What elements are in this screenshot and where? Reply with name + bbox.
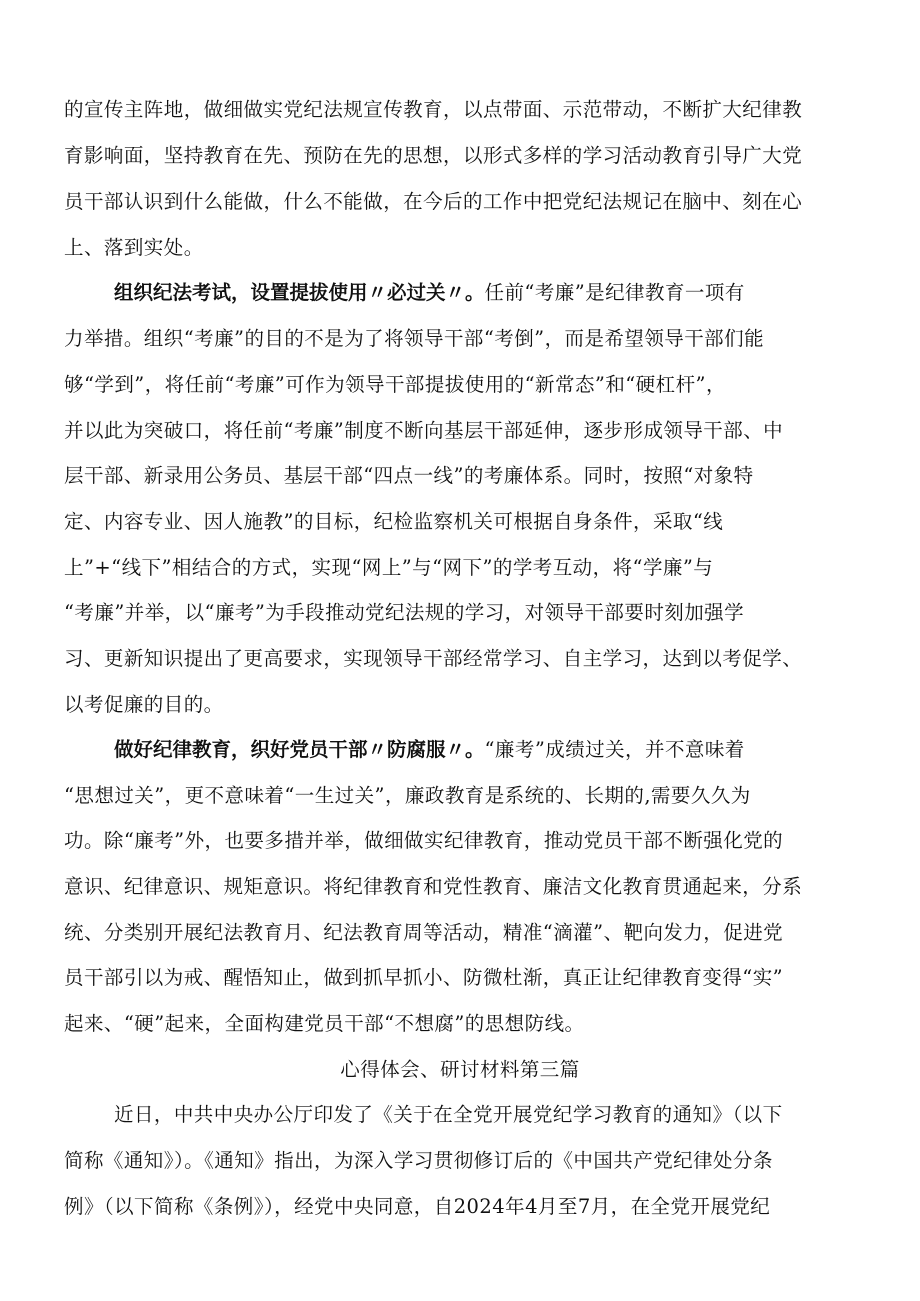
paragraph-2-line-8: “考廉”并举，以“廉考”为手段推动党纪法规的学习，对领导干部要时刻加强学 [64,601,745,624]
paragraph-3-line-4: 意识、纪律意识、规矩意识。将纪律教育和党性教育、廉洁文化教育贯通起来，分系 [64,875,803,898]
paragraph-2-line-7: 上”+“线下”相结合的方式，实现“网上”与“网下”的学考互动，将“学廉”与 [64,556,714,579]
paragraph-3-line-5: 统、分类别开展纪法教育月、纪法教育周等活动，精准“滴灌”、靶向发力，促进党 [64,921,784,944]
paragraph-3-line-2: “思想过关”，更不意味着“一生过关”，廉政教育是系统的、长期的,需要久久为 [64,784,751,807]
paragraph-2-line-5: 层干部、新录用公务员、基层干部“四点一线”的考廉体系。同时，按照“对象特 [64,464,754,487]
paragraph-3-line-3: 功。除“廉考”外，也要多措并举，做细做实纪律教育，推动党员干部不断强化党的 [64,829,784,852]
paragraph-3-line-6: 员干部引以为戒、醒悟知止，做到抓早抓小、防微杜渐，真正让纪律教育变得“实” [64,966,784,989]
paragraph-2-first-line-text: 任前“考廉”是纪律教育一项有 [484,281,745,304]
paragraph-3-line-1 [114,736,874,764]
paragraph-4-line-3: 例》（以下简称《条例》），经党中央同意，自2024年4月至7月，在全党开展党纪 [64,1195,771,1218]
paragraph-2-line-9: 习、更新知识提出了更高要求，实现领导干部经常学习、自主学习，达到以考促学、 [64,647,803,670]
paragraph-1-line-3: 员干部认识到什么能做，什么不能做，在今后的工作中把党纪法规记在脑中、刻在心 [64,190,803,213]
paragraph-3-heading: 做好纪律教育，织好党员干部〃防腐服〃。 [114,738,485,761]
paragraph-2-line-1 [114,279,874,307]
paragraph-1-line-2: 育影响面，坚持教育在先、预防在先的思想，以形式多样的学习活动教育引导广大党 [64,144,803,167]
paragraph-1-line-4: 上、落到实处。 [64,236,204,259]
paragraph-1-line-1: 的宣传主阵地，做细做实党纪法规宣传教育，以点带面、示范带动，不断扩大纪律教 [64,98,803,121]
paragraph-2-line-4: 并以此为突破口，将任前“考廉”制度不断向基层干部延伸，逐步形成领导干部、中 [64,419,784,442]
paragraph-4-line-2: 简称《通知》）。《通知》指出，为深入学习贯彻修订后的《中国共产党纪律处分条 [64,1149,773,1172]
paragraph-4-line-1: 近日，中共中央办公厅印发了《关于在全党开展党纪学习教育的通知》（以下 [114,1103,783,1126]
paragraph-2-line-6: 定、内容专业、因人施教”的目标，纪检监察机关可根据自身条件，采取“线 [64,510,724,533]
section-title: 心得体会、研讨材料第三篇 [340,1058,580,1081]
paragraph-3-line-7: 起来、“硬”起来，全面构建党员干部“不想腐”的思想防线。 [64,1012,585,1035]
paragraph-2-line-10: 以考促廉的目的。 [64,693,224,716]
paragraph-2-heading: 组织纪法考试，设置提拔使用〃必过关〃。 [114,281,485,304]
paragraph-2-line-2: 力举措。组织“考廉”的目的不是为了将领导干部“考倒”，而是希望领导干部们能 [64,327,765,350]
paragraph-3-first-line-text: “廉考”成绩过关，并不意味着 [484,738,745,761]
paragraph-2-line-3: 够“学到”，将任前“考廉”可作为领导干部提拔使用的“新常态”和“硬杠杆”， [64,373,726,396]
